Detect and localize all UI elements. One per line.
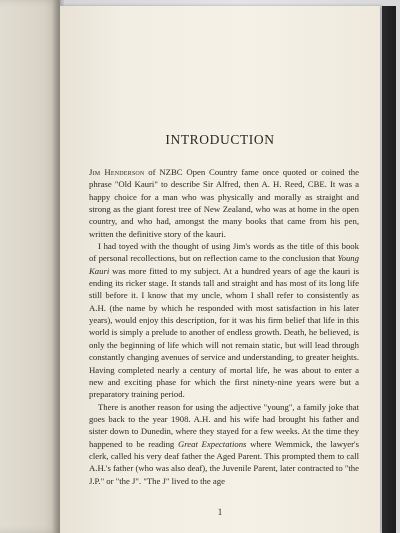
paragraph-2-text-before: I had toyed with the thought of using Jim's words as the title of this book of personal recollections, but on reflection came to the conclusion that bbox=[89, 241, 359, 264]
book-page bbox=[60, 6, 380, 533]
paragraph-1 bbox=[89, 166, 359, 240]
paragraph-1-lead: Jim Henderson bbox=[89, 167, 145, 177]
paragraph-3-book-title: Great Expectations bbox=[177, 438, 247, 449]
left-page-edge bbox=[0, 0, 60, 533]
paragraph-2-text-after: was more fitted to my subject. At a hundred years of age the kauri is ending its ricker stage. It stands tall and straight and has most of its long life still before it. I know that my uncle, whom I shall refer to consistently as A.H. (the name by which he responded with most satisfaction in his later years), would enjoy this description, for it was his firm belief that life in this world is simply a prelude to another of endless growth. Death, he believed, is only the beginning of life which will not remain static, but will lead through constantly changing avenues of service and understanding, to greater heights. Having completed nearly a century of mortal life, he was about to enter a new and exciting phase for which the first ninety-nine years were but a preparatory training period. bbox=[89, 265, 359, 400]
book-cover-edge bbox=[382, 6, 396, 533]
paragraph-3 bbox=[89, 401, 359, 487]
chapter-heading: INTRODUCTION bbox=[165, 132, 275, 147]
paragraph-3-text-after: where Wemmick, the lawyer's clerk, called his very deaf father the Aged Parent. This prompted them to call A.H.'s father (who was also deaf), the Juvenile Parent, later contracted to "the J.P." or "the J". "The J" lived to the age bbox=[89, 438, 360, 486]
paragraph-1-text: of NZBC Open Country fame once quoted or coined the phrase "Old Kauri" to describe Sir Alfred, then A. H. Reed, CBE. It was a happy choice for a man who was physically and morally as straight and strong as the giant forest tree of New Zealand, who was at home in the open country, and who had, amongst the many books that came from his pen, written the definitive story of the kauri. bbox=[89, 167, 359, 239]
page-number: 1 bbox=[217, 507, 223, 517]
paragraph-3-text-before: There is another reason for using the adjective "young", a family joke that goes back to the year 1908. A.H. and his wife had brought his father and sister down to Dunedin, where they stayed for a few weeks. At the time they happened to be reading bbox=[89, 401, 359, 449]
paragraph-2 bbox=[89, 240, 359, 400]
paragraph-2-book-title: Young Kauri bbox=[89, 253, 359, 276]
body-text bbox=[89, 166, 359, 487]
